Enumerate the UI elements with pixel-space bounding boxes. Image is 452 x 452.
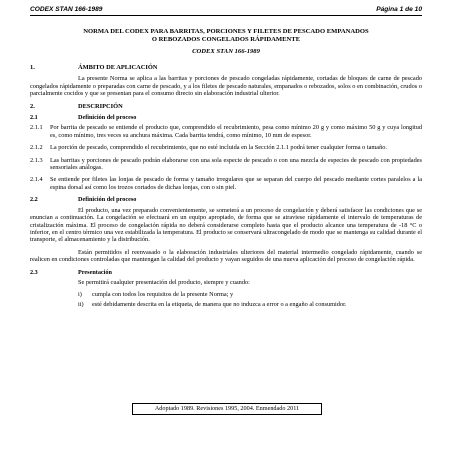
section-title: ÁMBITO DE APLICACIÓN [78, 64, 158, 71]
page-header [30, 6, 422, 14]
section-2-2-paragraph-2: Están permitidos el reenvasado o la elaboración industriales ulteriores del material intermedio congelado rápidamente, cuando se realicen en condiciones controladas que mantengan la calidad del producto y vayan seguidos de una nueva aplicación del proceso de congelación rápida. [30, 248, 422, 264]
document-body [30, 28, 422, 312]
header-standard-code: CODEX STAN 166-1989 [30, 6, 103, 13]
clause-text: La porción de pescado, comprendido el recubrimiento, que no esté incluida en la Sección 2.1.1 podrá tener cualquier forma o tamaño. [50, 144, 387, 152]
subsection-title: Definición del proceso [78, 114, 137, 122]
section-2-heading [30, 103, 422, 110]
section-2-2-paragraph-1: El producto, una vez preparado convenientemente, se someterá a un proceso de congelación y deberá satisfacer las condiciones que se enuncian a continuación. La congelación se efectuará en un equipo apropiado, de forma que se atraviese rápidamente el intervalo de temperaturas de cristalización máxima. El proceso de congelación rápida no deberá considerarse completo hasta que el producto alcance una temperatura de -18 °C o inferior, en el centro térmico una vez estabilizada la temperatura. El producto se conservará ultracongelado de modo que se mantenga su calidad durante el transporte, el almacenamiento y la distribución. [30, 206, 422, 244]
list-item [78, 301, 422, 308]
subsection-number: 2.3 [30, 268, 38, 276]
title-line-1: NORMA DEL CODEX PARA BARRITAS, PORCIONES Y FILETES DE PESCADO EMPANADOS [83, 28, 369, 35]
section-title: DESCRIPCIÓN [78, 102, 123, 110]
list-marker: i) [78, 291, 82, 299]
section-2-1-heading [30, 114, 422, 121]
clause-2-1-2 [30, 144, 422, 151]
title-line-2: O REBOZADOS CONGELADOS RÁPIDAMENTE [151, 35, 301, 43]
clause-number: 2.1.3 [30, 156, 43, 164]
clause-number: 2.1.2 [30, 144, 43, 152]
clause-text: Por barrita de pescado se entiende el producto que, comprendido el recubrimiento, pesa como mínimo 20 g y como máximo 50 g y cuya longitud es, como mínimo, tres veces su anchura máxima. Cada barrita tendrá, como mínimo, 10 mm de espesor. [50, 124, 422, 139]
section-2-2-heading [30, 196, 422, 203]
clause-number: 2.1.1 [30, 124, 43, 132]
section-1-heading [30, 64, 422, 71]
subsection-number: 2.1 [30, 114, 38, 122]
section-number: 2. [30, 102, 35, 110]
section-2-3-heading [30, 269, 422, 276]
adoption-note-box: Adoptado 1989. Revisiones 1995, 2004. Enmendado 2011 [132, 403, 322, 415]
list-marker: ii) [78, 300, 84, 308]
clause-2-1-1 [30, 124, 422, 139]
presentation-conditions-list [78, 291, 422, 308]
subsection-title: Definición del proceso [78, 196, 137, 204]
list-item-text: cumpla con todos los requisitos de la presente Norma; y [92, 291, 234, 299]
list-item [78, 291, 422, 298]
subsection-title: Presentación [78, 268, 112, 276]
header-rule [30, 15, 422, 16]
clause-2-1-3 [30, 157, 422, 172]
section-2-3-intro: Se permitirá cualquier presentación del producto, siempre y cuando: [78, 278, 250, 286]
section-1-text: La presente Norma se aplica a las barritas y porciones de pescado congeladas rápidamente, cortadas de bloques de carne de pescado congelados rápidamente o preparadas con carne de pescado, y a los filetes de pescado naturales, empanados o rebozados, solos o en combinación, crudos o parcialmente cocidos y que se presentan para el consumo directo sin elaboración industrial ulterior. [30, 75, 422, 98]
clause-number: 2.1.4 [30, 176, 43, 184]
subsection-number: 2.2 [30, 196, 38, 204]
list-item-text: esté debidamente descrita en la etiqueta, de manera que no induzca a error o a engaño al consumidor. [92, 300, 347, 308]
section-number: 1. [30, 64, 35, 71]
document-code: CODEX STAN 166-1989 [192, 47, 260, 55]
clause-2-1-4 [30, 176, 422, 191]
clause-text: Las barritas y porciones de pescado podrán elaborarse con una sola especie de pescado o con una mezcla de especies de pescado con propiedades sensoriales análogas. [50, 156, 422, 172]
clause-text: Se entiende por filetes las lonjas de pescado de forma y tamaño irregulares que se separan del cuerpo del pescado mediante cortes paralelos a la espina dorsal así como los trozos cortados de dichas lonjas, con o sin piel. [50, 176, 422, 191]
header-page-number: Página 1 de 10 [376, 6, 422, 13]
document-title [30, 28, 422, 44]
